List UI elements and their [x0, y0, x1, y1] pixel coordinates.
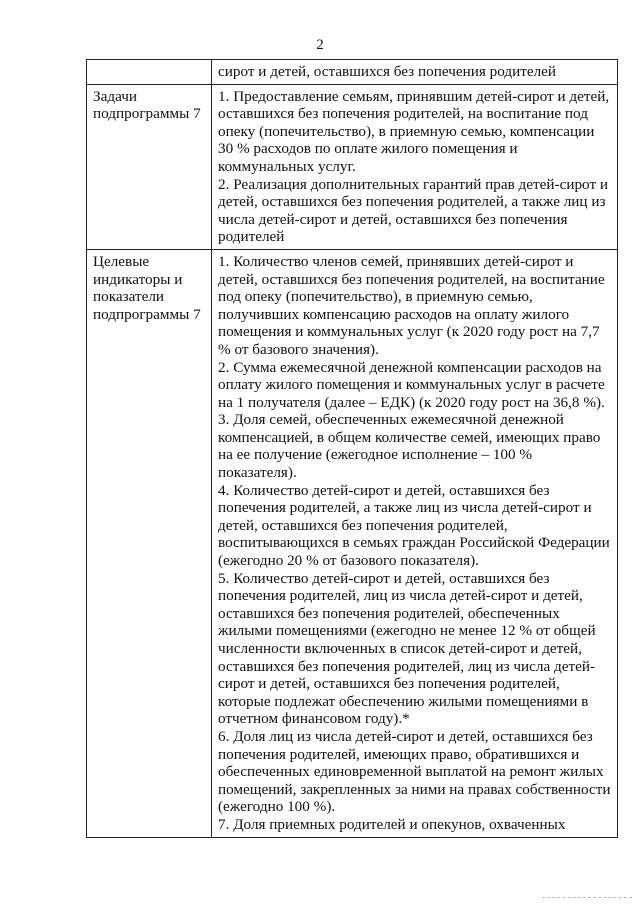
- table-row-tasks: [87, 84, 618, 249]
- indicator-item-6: 6. Доля лиц из числа детей-сирот и детей, оставшихся без попечения родителей, имеющих право, обратившихся и обеспеченных единовременной выплатой на ремонт жилых помещений, закрепленных за ними на правах собственности (ежегодно 100 %).: [218, 727, 611, 816]
- page-number: 2: [316, 37, 324, 53]
- row-label-tasks: Задачи подпрограммы 7: [87, 84, 212, 249]
- row-content-tasks: [212, 84, 618, 249]
- row-content-cell: [212, 60, 618, 85]
- indicator-item-5: 5. Количество детей-сирот и детей, оставшихся без попечения родителей, лиц из числа детей-сирот и детей, оставшихся без попечения родителей, обеспеченных жилыми помещениями (ежегодно не менее 12 % от общей численности включенных в список детей-сирот и детей, оставшихся без попечения родителей, лиц из числа детей-сирот и детей, оставшихся без попечения родителей, которые подлежат обеспечению жилыми помещениями в отчетном финансовом году).*: [218, 569, 596, 728]
- indicator-item-3: 3. Доля семей, обеспеченных ежемесячной денежной компенсацией, в общем количестве семей, имеющих право на ее получение (ежегодное исполнение – 100 % показателя).: [218, 411, 601, 482]
- table-row-indicators: [87, 249, 618, 837]
- task-item-2: 2. Реализация дополнительных гарантий прав детей-сирот и детей, оставшихся без попечения родителей, а также лиц из числа детей-сирот и детей, оставшихся без попечения родителей: [218, 175, 609, 246]
- row-label-cell-empty: [87, 60, 212, 85]
- indicator-item-1: 1. Количество членов семей, принявших детей-сирот и детей, оставшихся без попечения родителей, на воспитание под опеку (попечительство), в приемную семью, получивших компенсацию расходов на оплату жилого помещения и коммунальных услуг (к 2020 году рост на 7,7 % от базового значения).: [218, 252, 605, 358]
- scan-edge-mark: [542, 897, 632, 899]
- table-row-continuation: [87, 60, 618, 85]
- row-label-indicators: Целевые индикаторы и показатели подпрограммы 7: [87, 249, 212, 837]
- subprogram-passport-table: [86, 59, 618, 838]
- row-content-indicators: [212, 249, 618, 837]
- indicator-item-2: 2. Сумма ежемесячной денежной компенсации расходов на оплату жилого помещения и коммунальных услуг в расчете на 1 получателя (далее – ЕДК) (к 2020 году рост на 36,8 %).: [218, 358, 605, 411]
- indicator-item-4: 4. Количество детей-сирот и детей, оставшихся без попечения родителей, а также лиц из числа детей-сирот и детей, оставшихся без попечения родителей, воспитывающихся в семьях граждан Российской Федерации (ежегодно 20 % от базового показателя).: [218, 481, 610, 570]
- content-paragraph: сирот и детей, оставшихся без попечения родителей: [218, 63, 557, 80]
- task-item-1: 1. Предоставление семьям, принявшим детей-сирот и детей, оставшихся без попечения родителей, на воспитание под опеку (попечительство), в приемную семью, компенсации 30 % расходов по оплате жилого помещения и коммунальных услуг.: [218, 87, 610, 175]
- indicator-item-7: 7. Доля приемных родителей и опекунов, охваченных: [218, 815, 566, 833]
